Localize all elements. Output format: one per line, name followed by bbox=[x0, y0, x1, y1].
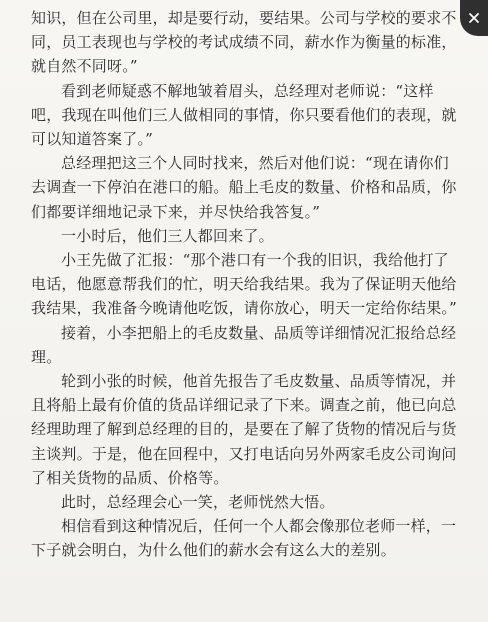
paragraph-9: 相信看到这种情况后，任何一个人都会像那位老师一样，一下子就会明白，为什么他们的薪水会有这么大的差别。 bbox=[31, 517, 457, 560]
paragraph-2: 看到老师疑惑不解地皱着眉头，总经理对老师说：“这样吧，我现在叫他们三人做相同的事情，你只要看他们的表现，就可以知道答案了。” bbox=[31, 81, 457, 149]
paragraph-1: 知识，但在公司里，却是要行动，要结果。公司与学校的要求不同，员工表现也与学校的考试成绩不同，薪水作为衡量的标准，就自然不同呀。” bbox=[31, 9, 457, 76]
document-body bbox=[31, 6, 463, 563]
paragraph-4: 一小时后，他们三人都回来了。 bbox=[61, 226, 274, 245]
paragraph-7: 轮到小张的时候，他首先报告了毛皮数量、品质等情况，并且将船上最有价值的货品详细记录了下来。调查之前，他已向总经理助理了解到总经理的目的，是要在了解了货物的情况后与货主谈判。于是，他在回程中，又打电话向另外两家毛皮公司询问了相关货物的品质、价格等。 bbox=[31, 372, 457, 487]
paragraph-5: 小王先做了汇报：“那个港口有一个我的旧识，我给他打了电话，他愿意帮我们的忙，明天给我结果。我为了保证明天他给我结果，我准备今晚请他吃饭，请你放心，明天一定给你结果。” bbox=[31, 251, 457, 318]
paragraph-6: 接着，小李把船上的毛皮数量、品质等详细情况汇报给总经理。 bbox=[31, 323, 457, 366]
close-button[interactable] bbox=[460, 0, 488, 36]
paragraph-8: 此时，总经理会心一笑，老师恍然大悟。 bbox=[61, 493, 335, 512]
close-icon bbox=[468, 12, 480, 24]
paragraph-3: 总经理把这三个人同时找来，然后对他们说：“现在请你们去调查一下停泊在港口的船。船上毛皮的数量、价格和品质，你们都要详细地记录下来，并尽快给我答复。” bbox=[31, 154, 457, 221]
